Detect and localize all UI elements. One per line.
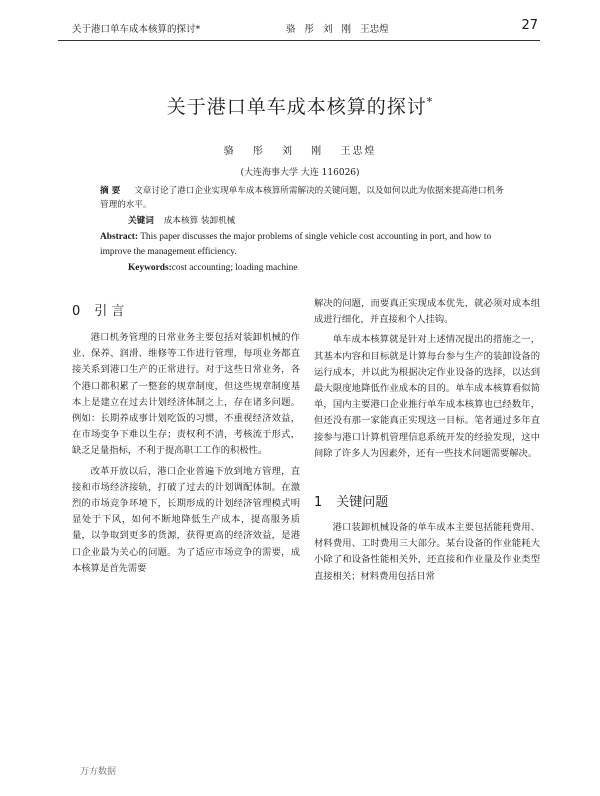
section-1-number: 1 bbox=[314, 495, 323, 510]
keywords-cn-text: 成本核算 装卸机械 bbox=[163, 216, 236, 226]
keywords-en-text: cost accounting; loading machine bbox=[171, 263, 298, 273]
keywords-en-label: Keywords: bbox=[128, 263, 172, 273]
abstract-cn bbox=[100, 184, 510, 212]
section-0-heading bbox=[72, 300, 124, 319]
left-column bbox=[72, 330, 300, 577]
author-list: 骆 彤 刘 刚 王忠煌 bbox=[223, 146, 377, 157]
keywords-cn-label: 关键词 bbox=[128, 216, 154, 226]
right-column-top bbox=[314, 296, 540, 462]
paragraph: 港口机务管理的日常业务主要包括对装卸机械的作业、保养、润滑、维修等工作进行管理，每项业务都直接关系到港口生产的正常进行。对于这些日常业务，各个港口都积累了一整套的规章制度，但这些规章制度基本上是建立在过去计划经济体制之上，存在诸多问题。例如：长期养成事计划吃饭的习惯，不重视经济效益，在市场变争下难以生存；责权利不清，考核流于形式，缺乏足量指标，不利于提高职工工作的积极性。 bbox=[72, 332, 300, 457]
title-footnote-mark: * bbox=[426, 95, 434, 109]
affiliation: (大连海事大学 大连 116026) bbox=[240, 168, 360, 178]
header-rule bbox=[58, 40, 540, 41]
running-header-title: 关于港口单车成本核算的探讨* bbox=[72, 24, 201, 35]
running-header-authors: 骆 彤 刘 刚 王忠煌 bbox=[286, 24, 389, 35]
abstract-en bbox=[100, 230, 510, 260]
paragraph: 改革开放以后，港口企业普遍下放到地方管理，直接和市场经济接轨，打破了过去的计划调配体制。在激烈的市场竞争环境下，长期形成的计划经济管理模式明显处于下风，如何不断地降低生产成本，提高服务质量，以争取到更多的货源，获得更高的经济效益，是港口企业最为关心的问题。为了适应市场竞争的需要，成本核算是首先需要 bbox=[72, 465, 300, 574]
paragraph: 港口装卸机械设备的单车成本主要包括能耗费用、材料费用、工时费用三大部分。某台设备的作业能耗大小除了和设备性能相关外，还直接和作业量及作业类型直接相关；材料费用包括日常 bbox=[314, 522, 540, 582]
section-0-number: 0 bbox=[72, 304, 81, 319]
paragraph-continuation: 解决的问题，而要真正实现成本优先，就必须对成本组成进行细化，并直接和个人挂钩。 bbox=[314, 298, 540, 326]
section-0-title: 引 言 bbox=[94, 304, 125, 319]
page-number: 27 bbox=[521, 18, 538, 33]
abstract-cn-text: 文章讨论了港口企业实现单车成本核算所需解决的关键问题，以及如何以此为依据来提高港口机务管理的水平。 bbox=[100, 186, 504, 210]
abstract-en-label: Abstract: bbox=[100, 232, 139, 242]
section-1-title: 关键问题 bbox=[336, 495, 389, 510]
running-header bbox=[58, 14, 538, 40]
watermark: 万方数据 bbox=[80, 767, 117, 777]
paper-title-text: 关于港口单车成本核算的探讨 bbox=[166, 96, 427, 118]
abstract-en-text: This paper discusses the major problems of single vehicle cost accounting in port, and how to improve the management efficiency. bbox=[100, 232, 492, 257]
right-column-bottom bbox=[314, 520, 540, 585]
keywords-cn bbox=[128, 214, 235, 226]
section-1-heading bbox=[314, 491, 388, 510]
paragraph: 单车成本核算就是针对上述情况提出的措施之一，其基本内容和目标就是计算每台参与生产的装卸设备的运行成本，并以此为根据决定作业设备的选择，以达到最大限度地降低作业成本的目的。单车成本核算看似简单，国内主要港口企业推行单车成本核算也已经数年，但还没有那一家能真正实现这一目标。笔者通过多年直接参与港口计算机管理信息系统开发的经验发现，这中间除了许多人为因素外，还有一些技术问题需要解决。 bbox=[314, 334, 540, 459]
abstract-cn-label: 摘 要 bbox=[100, 186, 121, 196]
paper-title bbox=[0, 92, 600, 119]
keywords-en bbox=[128, 263, 298, 273]
